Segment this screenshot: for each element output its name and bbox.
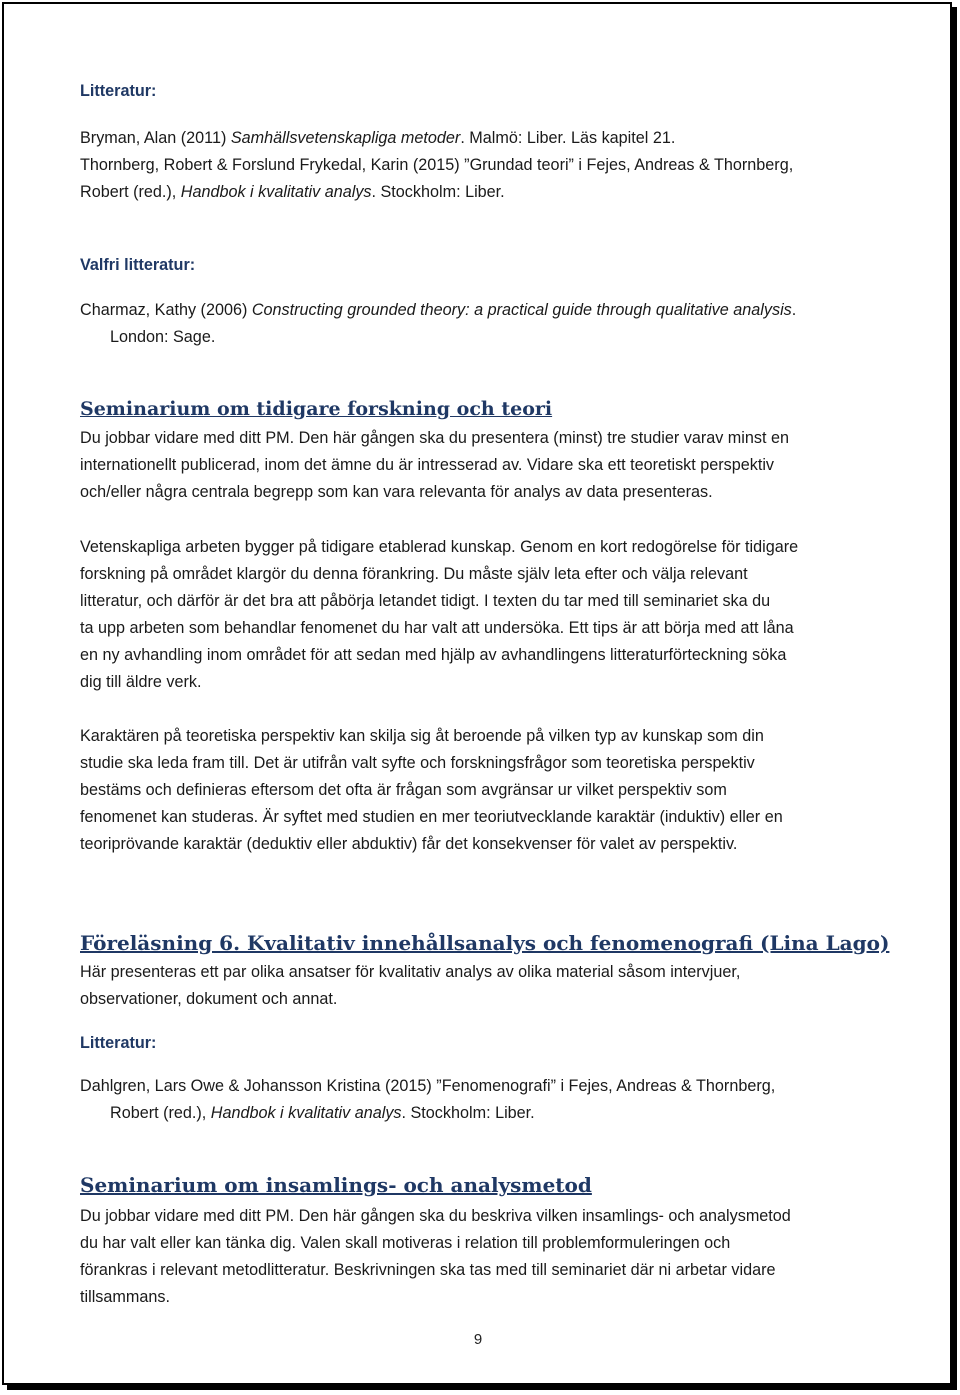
litteratur-label: Litteratur: xyxy=(80,1034,157,1052)
paragraph-line: fenomenet kan studeras. Är syftet med studien en mer teoriutvecklande karaktär (induktiv) eller en xyxy=(80,808,783,826)
paragraph-line: studie ska leda fram till. Det är utifrån valt syfte och forskningsfrågor som teoretiska perspektiv xyxy=(80,754,755,772)
paragraph-line: och/eller några centrala begrepp som kan vara relevanta för analys av data presenteras. xyxy=(80,483,713,501)
reference-thornberg-line2: Robert (red.), Handbok i kvalitativ analys. Stockholm: Liber. xyxy=(80,183,505,201)
paragraph-line: bestäms och definieras eftersom det ofta är frågan som avgränsar ur vilket perspektiv som xyxy=(80,781,727,799)
paragraph-line: Karaktären på teoretiska perspektiv kan skilja sig åt beroende på vilken typ av kunskap som din xyxy=(80,727,764,745)
reference-charmaz-line2: London: Sage. xyxy=(110,328,216,346)
paragraph-line: Du jobbar vidare med ditt PM. Den här gången ska du beskriva vilken insamlings- och analysmetod xyxy=(80,1207,791,1225)
paragraph-line: ta upp arbeten som behandlar fenomenet du har valt att undersöka. Ett tips är att börja med att låna xyxy=(80,619,794,637)
paragraph-line: forskning på området klargör du denna förankring. Du måste själv leta efter och välja relevant xyxy=(80,565,748,583)
paragraph-line: Här presenteras ett par olika ansatser för kvalitativ analys av olika material såsom intervjuer, xyxy=(80,963,741,981)
paragraph-line: teoriprövande karaktär (deduktiv eller abduktiv) får det konsekvenser för valet av perspektiv. xyxy=(80,835,738,853)
paragraph-line: en ny avhandling inom området för att sedan med hjälp av avhandlingens litteraturförteckning söka xyxy=(80,646,787,664)
reference-thornberg-line1: Thornberg, Robert & Forslund Frykedal, Karin (2015) ”Grundad teori” i Fejes, Andreas & Thornberg, xyxy=(80,156,794,174)
litteratur-label: Litteratur: xyxy=(80,82,157,100)
paragraph-line: litteratur, och därför är det bra att påbörja letandet tidigt. I texten du tar med till seminariet ska du xyxy=(80,592,771,610)
valfri-litteratur-label: Valfri litteratur: xyxy=(80,256,196,274)
paragraph-line: observationer, dokument och annat. xyxy=(80,990,338,1008)
lecture-6-heading: Föreläsning 6. Kvalitativ innehållsanalys och fenomenografi (Lina Lago) xyxy=(80,931,890,955)
reference-dahlgren-line1: Dahlgren, Lars Owe & Johansson Kristina (2015) ”Fenomenografi” i Fejes, Andreas & Thornberg, xyxy=(80,1077,776,1095)
page-number: 9 xyxy=(473,1331,483,1348)
paragraph-line: Du jobbar vidare med ditt PM. Den här gången ska du presentera (minst) tre studier varav minst en xyxy=(80,429,789,447)
paragraph-line: tillsammans. xyxy=(80,1288,170,1306)
paragraph-line: internationellt publicerad, inom det ämne du är intresserad av. Vidare ska ett teoretiskt perspektiv xyxy=(80,456,775,474)
reference-bryman: Bryman, Alan (2011) Samhällsvetenskapliga metoder. Malmö: Liber. Läs kapitel 21. xyxy=(80,129,676,147)
paragraph-line: dig till äldre verk. xyxy=(80,673,202,691)
reference-charmaz-line1: Charmaz, Kathy (2006) Constructing grounded theory: a practical guide through qualitative analysis. xyxy=(80,301,797,319)
paragraph-line: du har valt eller kan tänka dig. Valen skall motiveras i relation till problemformuleringen och xyxy=(80,1234,731,1252)
seminar-insamlingsmetod-heading: Seminarium om insamlings- och analysmetod xyxy=(80,1173,592,1197)
seminar-tidigare-forskning-heading: Seminarium om tidigare forskning och teori xyxy=(80,398,553,420)
paragraph-line: Vetenskapliga arbeten bygger på tidigare etablerad kunskap. Genom en kort redogörelse för tidigare xyxy=(80,538,799,556)
reference-dahlgren-line2: Robert (red.), Handbok i kvalitativ analys. Stockholm: Liber. xyxy=(110,1104,535,1122)
paragraph-line: förankras i relevant metodlitteratur. Beskrivningen ska tas med till seminariet där ni arbetar vidare xyxy=(80,1261,776,1279)
